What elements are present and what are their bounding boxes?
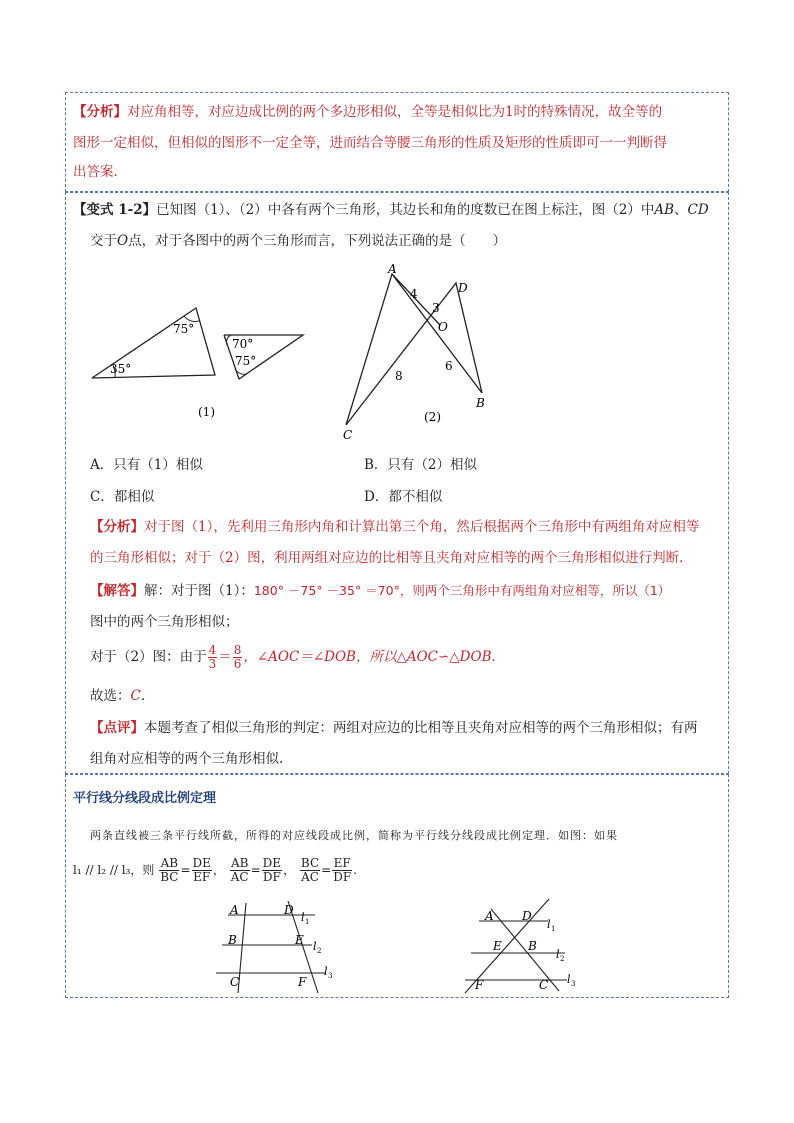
option-c[interactable]: C．都相似	[90, 489, 155, 505]
fig3-label-A: A	[230, 903, 239, 917]
fig3-label-E: E	[295, 933, 304, 947]
label-D: D	[458, 281, 468, 295]
analysis2-line1: 【分析】对于图（1），先利用三角形内角和计算出第三个角，然后根据两个三角形中有两组角对应相等	[90, 519, 700, 535]
comment-line2: 组角对应相等的两个三角形相似.	[90, 751, 284, 767]
solution-line4: 故选：C.	[90, 688, 146, 704]
fig3-sub-3: 3	[328, 972, 333, 980]
figure-2-caption: (2)	[424, 410, 441, 424]
fig3-sub-2: 2	[317, 947, 322, 955]
fig4-sub-1: 1	[551, 925, 556, 933]
fig4-label-A: A	[485, 909, 494, 923]
fig3-label-D: D	[284, 903, 294, 917]
fig4-label-l2: l	[556, 948, 560, 961]
figure-1	[85, 295, 315, 425]
option-a[interactable]: A．只有（1）相似	[90, 457, 203, 473]
fig4-label-D: D	[522, 909, 532, 923]
fig4-label-C: C	[539, 978, 549, 992]
variant-line2: 交于O点，对于各图中的两个三角形而言，下列说法正确的是（ ）	[90, 233, 507, 249]
fraction-8-6: $\frac{8}{6}$	[233, 643, 242, 671]
label-len-3: 3	[432, 301, 440, 315]
analysis2-line2: 的三角形相似；对于（2）图，利用两组对应边的比相等且夹角对应相等的两个三角形相似进行判断.	[90, 550, 684, 566]
label-A: A	[388, 262, 397, 276]
option-d[interactable]: D．都不相似	[364, 489, 443, 505]
label-len-8: 8	[395, 369, 403, 383]
transversal-left	[238, 903, 246, 993]
fig3-sub-1: 1	[305, 918, 310, 926]
label-len-4: 4	[410, 287, 418, 301]
fig3-label-l3: l	[324, 965, 328, 978]
analysis1-line1: 【分析】对应角相等，对应边成比例的两个多边形相似，全等是相似比为1时的特殊情况，故全等的	[73, 104, 663, 120]
analysis1-line3: 出答案.	[73, 164, 118, 180]
figure-2	[330, 258, 505, 448]
analysis1-line2: 图形一定相似，但相似的图形不一定全等，进而结合等腰三角形的性质及矩形的性质即可一一判断得	[73, 135, 667, 151]
theorem-line1: 两条直线被三条平行线所截，所得的对应线段成比例，简称为平行线分线段成比例定理．如图：如果	[90, 829, 618, 842]
fig3-label-F: F	[298, 975, 307, 989]
variant-line1: 【变式 1-2】已知图（1）、（2）中各有两个三角形，其边长和角的度数已在图上标注，图（2）中AB、CD	[73, 202, 709, 218]
fig4-label-l3: l	[567, 973, 571, 986]
label-angle-70: 70°	[232, 337, 254, 351]
label-O: O	[438, 320, 448, 334]
fig4-label-F: F	[475, 978, 484, 992]
label-B: B	[476, 396, 485, 410]
theorem-line2: l₁ // l₂ // l₃，则 $\frac{AB}{BC}$ = $\frac{DE}{EF}$ ， $\frac{AB}{AC}$ = $\frac{DE}{DF}$ ， $\frac{BC}{AC}$ = $\frac{EF}{DF}$ .	[73, 856, 357, 884]
fig4-label-l1: l	[547, 918, 551, 931]
figure-3	[210, 895, 350, 995]
label-len-6: 6	[445, 359, 453, 373]
solution-line2: 图中的两个三角形相似；	[90, 614, 239, 630]
fig3-label-l2: l	[313, 940, 317, 953]
fig4-sub-3: 3	[571, 980, 576, 988]
fraction-4-3: $\frac{4}{3}$	[208, 643, 217, 671]
label-angle-75: 75°	[173, 322, 195, 336]
label-angle-75b: 75°	[235, 354, 257, 368]
figure-1-caption: (1)	[198, 405, 215, 419]
fig4-sub-2: 2	[560, 955, 565, 963]
comment-line1: 【点评】本题考查了相似三角形的判定：两组对应边的比相等且夹角对应相等的两个三角形相似；有两	[90, 720, 698, 736]
solution-line1: 【解答】解：对于图（1）：180° －75° －35° ＝70°，则两个三角形中有两组角对应相等，所以（1）	[90, 583, 671, 599]
angle-arc-75	[184, 316, 199, 322]
figure-4	[455, 895, 595, 995]
fig4-label-E: E	[493, 939, 502, 953]
fig3-label-B: B	[228, 933, 237, 947]
fig3-label-l1: l	[301, 911, 305, 924]
solution-line3: 对于（2）图：由于 $\frac{4}{3}$ ＝ $\frac{8}{6}$ ，∠AOC＝∠DOB，所以△AOC∽△DOB.	[90, 643, 496, 671]
fig4-label-B: B	[528, 939, 537, 953]
triangle-aoc	[346, 274, 440, 425]
label-angle-35: 35°	[110, 362, 132, 376]
theorem-title: 平行线分线段成比例定理	[73, 791, 217, 806]
fig3-label-C: C	[230, 975, 240, 989]
option-b[interactable]: B．只有（2）相似	[364, 457, 478, 473]
label-C: C	[343, 428, 353, 442]
